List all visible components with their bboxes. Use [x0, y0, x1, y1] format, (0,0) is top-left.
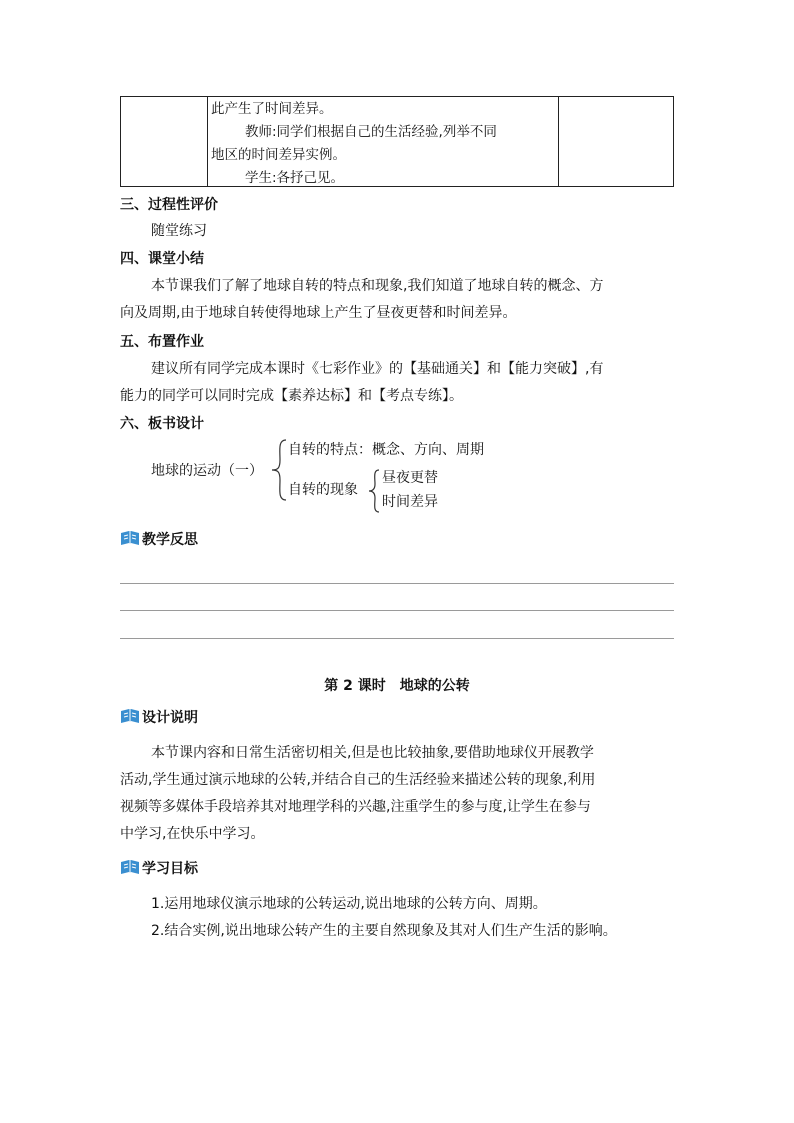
reflection-writing-line — [120, 638, 674, 639]
table-column-divider — [558, 97, 559, 186]
goal-item: 1.运用地球仪演示地球的公转运动,说出地球的公转方向、周期。 — [151, 896, 547, 912]
table-text-line: 学生:各抒己见。 — [245, 170, 345, 186]
design-line: 活动,学生通过演示地球的公转,并结合自己的生活经验来描述公转的现象,利用 — [120, 772, 596, 788]
summary-line: 向及周期,由于地球自转使得地球上产生了昼夜更替和时间差异。 — [120, 305, 517, 321]
goals-title: 学习目标 — [142, 861, 198, 877]
board-item: 昼夜更替 — [382, 470, 438, 486]
board-phenomena-label: 自转的现象 — [288, 482, 358, 498]
goal-item: 2.结合实例,说出地球公转产生的主要自然现象及其对人们生产生活的影响。 — [151, 923, 617, 939]
reflection-title: 教学反思 — [142, 532, 198, 548]
book-icon — [120, 708, 140, 724]
book-icon — [120, 530, 140, 546]
board-features-label: 自转的特点：概念、方向、周期 — [288, 442, 484, 458]
board-item: 时间差异 — [382, 494, 438, 510]
table-text-line: 教师:同学们根据自己的生活经验,列举不同 — [245, 124, 497, 140]
reflection-writing-line — [120, 610, 674, 611]
homework-line: 建议所有同学完成本课时《七彩作业》的【基础通关】和【能力突破】,有 — [151, 361, 604, 377]
section-title-board-design: 六、板书设计 — [120, 416, 204, 432]
section-title-summary: 四、课堂小结 — [120, 251, 204, 267]
design-line: 本节课内容和日常生活密切相关,但是也比较抽象,要借助地球仪开展教学 — [151, 745, 594, 761]
homework-line: 能力的同学可以同时完成【素养达标】和【考点专练】。 — [120, 388, 463, 404]
design-line: 视频等多媒体手段培养其对地理学科的兴趣,注重学生的参与度,让学生在参与 — [120, 799, 591, 815]
lesson-heading: 第 2 课时 地球的公转 — [324, 678, 470, 694]
summary-line: 本节课我们了解了地球自转的特点和现象,我们知道了地球自转的概念、方 — [151, 278, 604, 294]
design-line: 中学习,在快乐中学习。 — [120, 826, 265, 842]
section-body-evaluation: 随堂练习 — [151, 223, 207, 239]
table-column-divider — [207, 97, 208, 186]
table-text-line: 此产生了时间差异。 — [211, 101, 333, 117]
reflection-writing-line — [120, 583, 674, 584]
brace-icon — [268, 438, 290, 502]
board-root-label: 地球的运动（一） — [151, 463, 263, 479]
section-title-homework: 五、布置作业 — [120, 334, 204, 350]
book-icon — [120, 859, 140, 875]
design-title: 设计说明 — [142, 710, 198, 726]
table-text-line: 地区的时间差异实例。 — [211, 147, 346, 163]
section-title-evaluation: 三、过程性评价 — [120, 197, 218, 213]
lesson-process-table — [120, 96, 674, 187]
brace-icon — [366, 468, 382, 514]
